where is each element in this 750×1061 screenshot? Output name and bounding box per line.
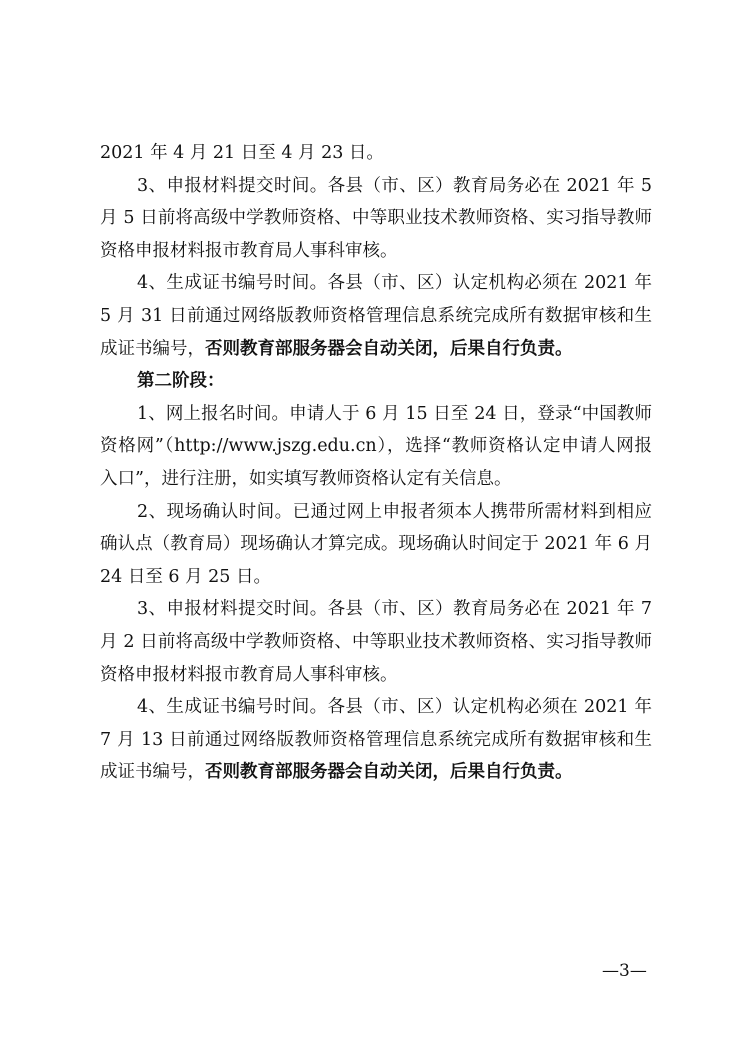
paragraph-3-text: 4、生成证书编号时间。各县（市、区）认定机构必须在 2021 年 5 月 31 日前通过网络版教师资格管理信息系统完成所有数据审核和生成证书编号， xyxy=(100,273,652,359)
paragraph-8-emphasis: 否则教育部服务器会自动关闭，后果自行负责。 xyxy=(205,762,573,783)
paragraph-5-text: 1、网上报名时间。申请人于 6 月 15 日至 24 日，登录“中国教师资格网”（http://www.jszg.edu.cn），选择“教师资格认定申请人网报入口”，进行注册，如实填写教师资格认定有关信息。 xyxy=(100,403,652,489)
paragraph-5 xyxy=(100,398,652,496)
section-heading xyxy=(100,365,652,398)
paragraph-8-text: 4、生成证书编号时间。各县（市、区）认定机构必须在 2021 年 7 月 13 日前通过网络版教师资格管理信息系统完成所有数据审核和生成证书编号， xyxy=(100,697,652,783)
document-body xyxy=(100,137,652,789)
paragraph-3-emphasis: 否则教育部服务器会自动关闭，后果自行负责。 xyxy=(205,338,573,359)
paragraph-2-text: 3、申报材料提交时间。各县（市、区）教育局务必在 2021 年 5 月 5 日前将高级中学教师资格、中等职业技术教师资格、实习指导教师资格申报材料报市教育局人事科审核。 xyxy=(100,175,652,261)
paragraph-3 xyxy=(100,267,652,365)
paragraph-2 xyxy=(100,170,652,268)
paragraph-1 xyxy=(100,137,652,170)
paragraph-8 xyxy=(100,691,652,789)
paragraph-7-text: 3、申报材料提交时间。各县（市、区）教育局务必在 2021 年 7 月 2 日前将高级中学教师资格、中等职业技术教师资格、实习指导教师资格申报材料报市教育局人事科审核。 xyxy=(100,599,652,685)
paragraph-6 xyxy=(100,496,652,594)
paragraph-7 xyxy=(100,593,652,691)
paragraph-6-text: 2、现场确认时间。已通过网上申报者须本人携带所需材料到相应确认点（教育局）现场确认才算完成。现场确认时间定于 2021 年 6 月 24 日至 6 月 25 日。 xyxy=(100,501,652,587)
page-number: —3— xyxy=(602,961,647,981)
paragraph-1-text: 2021 年 4 月 21 日至 4 月 23 日。 xyxy=(100,143,384,163)
section-heading-text: 第二阶段： xyxy=(137,371,225,392)
